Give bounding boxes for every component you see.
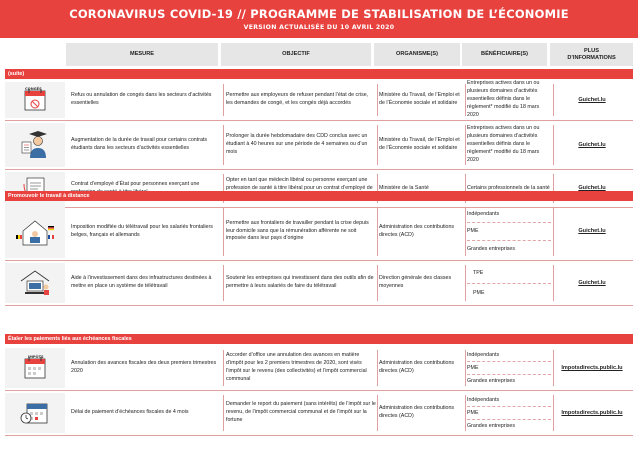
cell-organisme: Ministère de la Santé (379, 184, 429, 191)
column-header-plus-informations (550, 43, 633, 66)
beneficiaire-item: Grandes entreprises (467, 378, 515, 384)
cell-organisme: Ministère du Travail, de l’Emploi et de l’Économie sociale et solidaire (379, 137, 460, 151)
cell-organisme: Administration des contributions directes (ACD) (379, 405, 455, 419)
beneficiaire-item: Indépendants (467, 394, 551, 407)
tax-calendar-icon (5, 348, 65, 388)
column-header-plus-line2: D’INFORMATIONS (567, 54, 616, 61)
column-divider (553, 395, 554, 431)
link-guichet[interactable]: Guichet.lu (578, 228, 606, 235)
cell-beneficiaire: Certains professionnels de la santé (467, 184, 550, 191)
beneficiaire-list (467, 264, 551, 302)
cell-organisme: Administration des contributions directes (ACD) (379, 360, 455, 374)
section-suite: (suite) (5, 69, 633, 79)
home-office-icon (5, 263, 65, 303)
column-divider (465, 265, 466, 301)
column-divider (223, 395, 224, 431)
cell-objectif: Demander le report du paiement (sans intérêts) de l’impôt sur le revenu, de l’impôt commercial communal et de l’impôt sur la fortune (226, 401, 376, 423)
column-divider (377, 125, 378, 165)
conges-icon-label: CONGÉS (25, 87, 42, 91)
column-divider (465, 395, 466, 431)
beneficiaire-item: PME (467, 407, 551, 420)
remote-work-flags-icon (5, 205, 65, 258)
beneficiaire-item: PME (467, 362, 551, 375)
column-divider (223, 350, 224, 386)
cell-mesure: Augmentation de la durée de travail pour certains contrats étudiants dans les secteurs d’activités essentielles (71, 137, 208, 151)
section-echeances-fiscales: Étaler les paiements liés aux échéances fiscales (5, 334, 633, 344)
cell-objectif: Prolonger la durée hebdomadaire des CDD conclus avec un étudiant à 40 heures sur une période de 4 semaines ou d’un mois (226, 133, 368, 155)
column-divider (553, 350, 554, 386)
page-banner (0, 0, 638, 38)
table-row (5, 203, 633, 261)
cell-mesure: Annulation des avances fiscales des deux premiers trimestres 2020 (71, 360, 217, 374)
page-subtitle: VERSION ACTUALISÉE DU 10 AVRIL 2020 (243, 24, 395, 31)
beneficiaire-item: Grandes entreprises (467, 245, 515, 252)
table-row (5, 80, 633, 121)
cell-objectif: Soutenir les entreprises qui investissent dans des outils afin de permettre à leurs salariés de faire du télétravail (226, 275, 374, 289)
column-divider (465, 125, 466, 165)
column-divider (377, 207, 378, 256)
section-teletravail: Promouvoir le travail à distance (5, 191, 633, 201)
beneficiaire-list (467, 349, 551, 387)
page-title: CORONAVIRUS COVID-19 // PROGRAMME DE STABILISATION DE L’ÉCONOMIE (69, 7, 569, 21)
column-divider (465, 350, 466, 386)
column-divider (377, 84, 378, 116)
cell-beneficiaire: Entreprises actives dans un ou plusieurs domaines d’activités essentielles définis dans le règlement* modifié du 18 mars 2020 (467, 80, 540, 118)
cell-objectif: Opter en tant que médecin libéral ou personne exerçant une profession de santé à titre libéral pour un contrat d’employé de (226, 176, 373, 191)
cell-organisme: Ministère du Travail, de l’Emploi et de l’Économie sociale et solidaire (379, 92, 460, 106)
table-row (5, 261, 633, 306)
column-header-beneficiaires: BÉNÉFICIAIRE(S) (462, 43, 547, 66)
table-row (5, 391, 633, 436)
beneficiaire-item: TPE (467, 264, 551, 284)
cell-beneficiaire: Entreprises actives dans un ou plusieurs domaines d’activités essentielles définis dans le règlement* modifié du 18 mars 2020 (467, 125, 540, 163)
cell-objectif: Permettre aux frontaliers de travailler pendant la crise depuis leur domicile sans que la rémunération afférente ne soit imposée dans leur pays d’origine (226, 219, 369, 242)
cell-mesure: Contrat d’employé d’État pour personnes exerçant une (71, 180, 200, 187)
column-header-mesure: MESURE (66, 43, 218, 66)
link-guichet[interactable]: Guichet.lu (578, 279, 606, 286)
link-impotsdirects[interactable]: Impotsdirects.public.lu (561, 409, 623, 416)
column-divider (377, 265, 378, 301)
cell-mesure: Aide à l’investissement dans des infrastructures destinées à mettre en place un système de télétravail (71, 275, 212, 289)
impots-icon-label: IMPÔTS (28, 355, 44, 359)
beneficiaire-list (467, 394, 551, 432)
beneficiaire-item: PME (473, 289, 485, 296)
cell-mesure: Imposition modifiée du télétravail pour les salariés frontaliers belges, français et allemands (71, 223, 213, 238)
cell-objectif: Accorder d’office une annulation des avances en matière d’impôt pour les 2 premiers trimestres de 2020, sont visés l’impôt sur le revenu (des collectivités) et l’impôt commercial communal (226, 352, 367, 382)
column-divider (377, 350, 378, 386)
beneficiaire-item: Grandes entreprises (467, 423, 515, 429)
column-divider (553, 265, 554, 301)
column-header-plus-line1: PLUS (584, 47, 599, 54)
column-divider (465, 84, 466, 116)
cell-organisme: Administration des contributions directes (ACD) (379, 223, 455, 238)
student-icon (5, 123, 65, 167)
cell-mesure: Délai de paiement d’échéances fiscales de 4 mois (71, 409, 189, 416)
cell-organisme: Direction générale des classes moyennes (379, 275, 452, 289)
link-guichet[interactable]: Guichet.lu (578, 141, 606, 148)
link-impotsdirects[interactable]: Impotsdirects.public.lu (561, 364, 623, 371)
column-divider (223, 84, 224, 116)
beneficiaire-list (467, 206, 551, 257)
beneficiaire-item: Indépendants (467, 206, 551, 223)
column-divider (553, 207, 554, 256)
column-divider (553, 84, 554, 116)
column-divider (223, 125, 224, 165)
link-guichet[interactable]: Guichet.lu (578, 185, 606, 192)
cell-objectif: Permettre aux employeurs de refuser pendant l’état de crise, les demandes de congé, et les congés déjà accordés (226, 92, 369, 106)
table-row (5, 346, 633, 391)
column-divider (223, 265, 224, 301)
column-header-organismes: ORGANISME(S) (374, 43, 460, 66)
beneficiaire-item: PME (467, 223, 551, 240)
cell-mesure: Refus ou annulation de congés dans les secteurs d’activités essentielles (71, 92, 212, 106)
column-header-objectif: OBJECTIF (221, 43, 371, 66)
column-divider (553, 125, 554, 165)
payment-delay-calendar-icon (5, 393, 65, 433)
column-divider (223, 207, 224, 256)
table-row (5, 121, 633, 170)
column-divider (465, 207, 466, 256)
column-divider (377, 395, 378, 431)
link-guichet[interactable]: Guichet.lu (578, 96, 606, 103)
beneficiaire-item: Indépendants (467, 349, 551, 362)
